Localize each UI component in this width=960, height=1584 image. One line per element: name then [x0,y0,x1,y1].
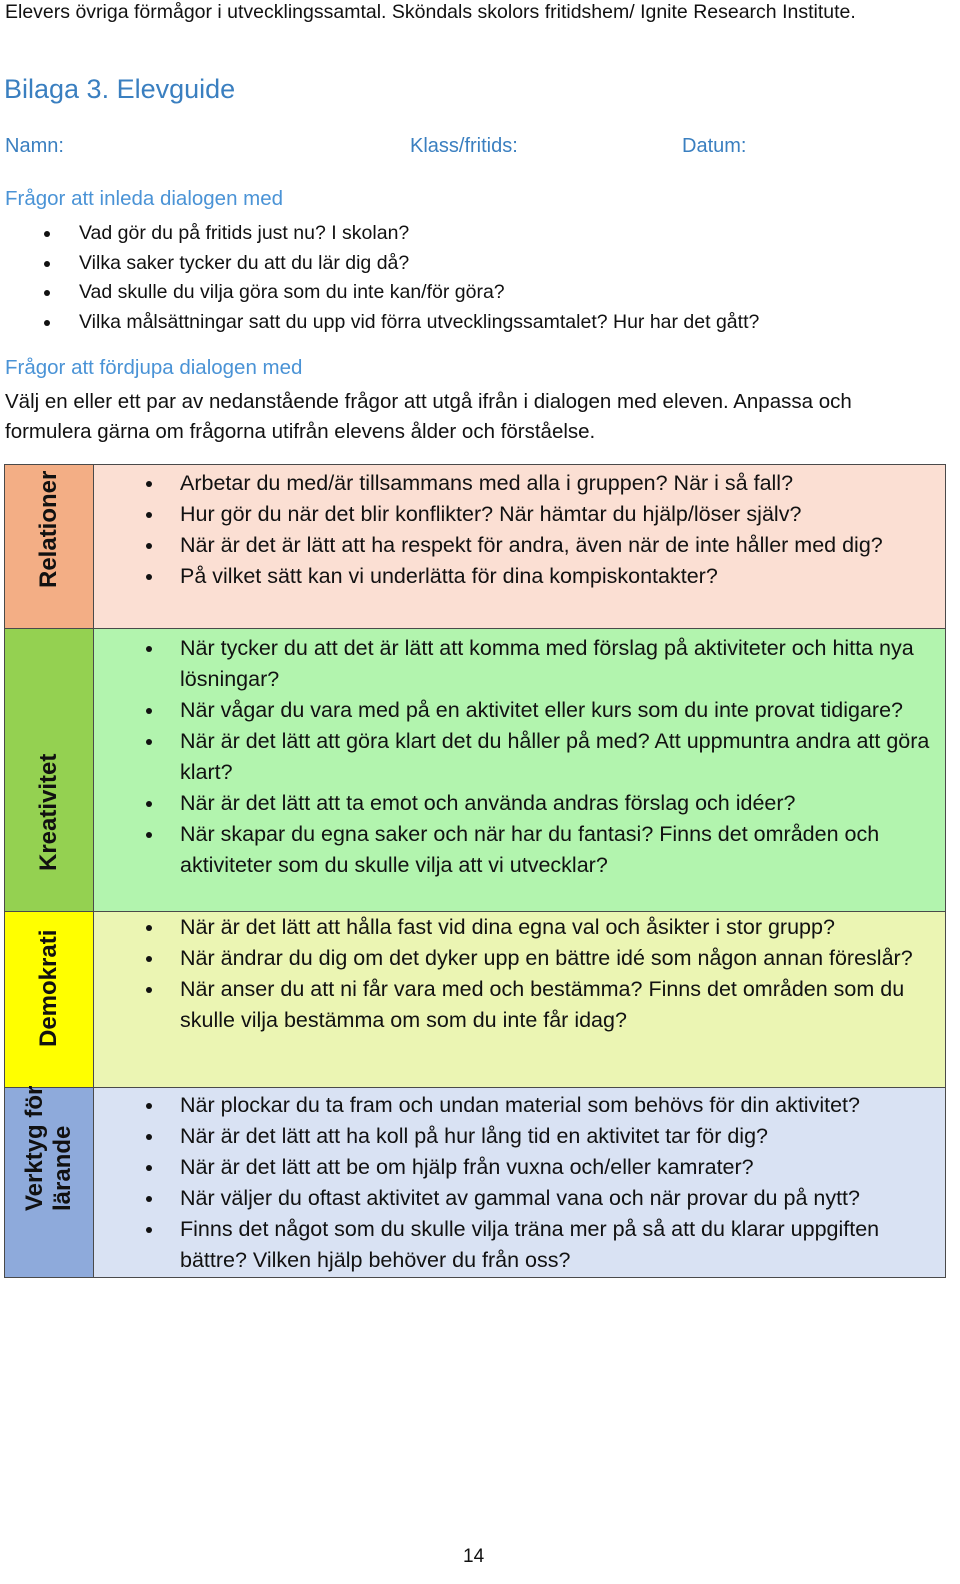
list-item: När skapar du egna saker och när har du fantasi? Finns det områden och aktiviteter som du skulle vilja att vi utvecklar? [94,819,939,881]
section-intro-paragraph: Välj en eller ett par av nedanstående frågor att utgå ifrån i dialogen med eleven. Anpassa och formulera gärna om frågorna utifrån elevens ålder och förståelse. [5,390,852,443]
bullet-icon [44,231,50,237]
list-item: När vågar du vara med på en aktivitet eller kurs som du inte provat tidigare? [94,695,939,726]
page-title: Bilaga 3. Elevguide [4,74,236,104]
list-item: När är det lätt att ha koll på hur lång tid en aktivitet tar för dig? [94,1121,939,1152]
row-content [94,1088,945,1277]
row-label-demokrati [5,912,94,1087]
row-label-text: Demokrati [35,929,62,1047]
bullet-icon [146,574,152,580]
bullet-icon [146,1227,152,1233]
row-label-text: Relationer [35,470,62,588]
bullet-icon [44,290,50,296]
list-item: Arbetar du med/är tillsammans med alla i gruppen? När i så fall? [94,468,939,499]
bullet-icon [146,1165,152,1171]
list-item: När är det lätt att ta emot och använda andras förslag och idéer? [94,788,939,819]
list-item: När är det lätt att göra klart det du håller på med? Att uppmuntra andra att göra klart? [94,726,939,788]
list-item: Hur gör du när det blir konflikter? När hämtar du hjälp/löser själv? [94,499,939,530]
table-row-demokrati [4,911,946,1088]
list-item: När är det är lätt att ha respekt för andra, även när de inte håller med dig? [94,530,939,561]
list-item: När väljer du oftast aktivitet av gammal vana och när provar du på nytt? [94,1183,939,1214]
list-item: Finns det något som du skulle vilja träna mer på så att du klarar uppgiften bättre? Vilken hjälp behöver du från oss? [94,1214,939,1276]
row-label-relationer [5,465,94,628]
bullet-icon [146,801,152,807]
bullet-icon [146,832,152,838]
bullet-icon [146,956,152,962]
list-item: Vad skulle du vilja göra som du inte kan/för göra? [0,278,759,308]
row-content [94,912,945,1087]
row-label-kreativitet [5,629,94,911]
page-number: 14 [463,1546,485,1567]
list-item: Vad gör du på fritids just nu? I skolan? [0,219,759,249]
list-item: När ändrar du dig om det dyker upp en bättre idé som någon annan föreslår? [94,943,939,974]
list-item: Vilka saker tycker du att du lär dig då? [0,249,759,279]
list-item: När plockar du ta fram och undan material som behövs för din aktivitet? [94,1090,939,1121]
section-heading-deepen: Frågor att fördjupa dialogen med [5,356,303,379]
list-item: På vilket sätt kan vi underlätta för dina kompiskontakter? [94,561,939,592]
intro-question-list [0,219,759,337]
bullet-icon [146,512,152,518]
bullet-icon [146,987,152,993]
bullet-icon [44,320,50,326]
bullet-icon [44,261,50,267]
list-item: Vilka målsättningar satt du upp vid förra utvecklingssamtalet? Hur har det gått? [0,308,759,338]
row-content [94,629,945,911]
document-header: Elevers övriga förmågor i utvecklingssamtal. Sköndals skolors fritidshem/ Ignite Research Institute. [5,1,856,23]
bullet-icon [146,708,152,714]
list-item: När anser du att ni får vara med och bestämma? Finns det områden som du skulle vilja bestämma om som du inte får idag? [94,974,939,1036]
bullet-icon [146,739,152,745]
row-label-verktyg-for-larande [5,1085,94,1277]
table-row-kreativitet [4,628,946,912]
row-label-text: Verktyg för lärande [21,1085,76,1211]
table-row-verktyg-for-larande [4,1087,946,1278]
bullet-icon [146,1103,152,1109]
date-label: Datum: [682,135,747,157]
bullet-icon [146,1196,152,1202]
list-item: När är det lätt att hålla fast vid dina egna val och åsikter i stor grupp? [94,912,939,943]
table-row-relationer [4,464,946,629]
bullet-icon [146,481,152,487]
name-label: Namn: [5,135,64,157]
list-item: När är det lätt att be om hjälp från vuxna och/eller kamrater? [94,1152,939,1183]
bullet-icon [146,543,152,549]
row-label-text: Kreativitet [35,753,62,871]
class-label: Klass/fritids: [410,135,518,157]
bullet-icon [146,1134,152,1140]
list-item: När tycker du att det är lätt att komma med förslag på aktiviteter och hitta nya lösningar? [94,633,939,695]
section-heading-intro: Frågor att inleda dialogen med [5,187,284,210]
bullet-icon [146,925,152,931]
row-content [94,465,945,628]
bullet-icon [146,646,152,652]
